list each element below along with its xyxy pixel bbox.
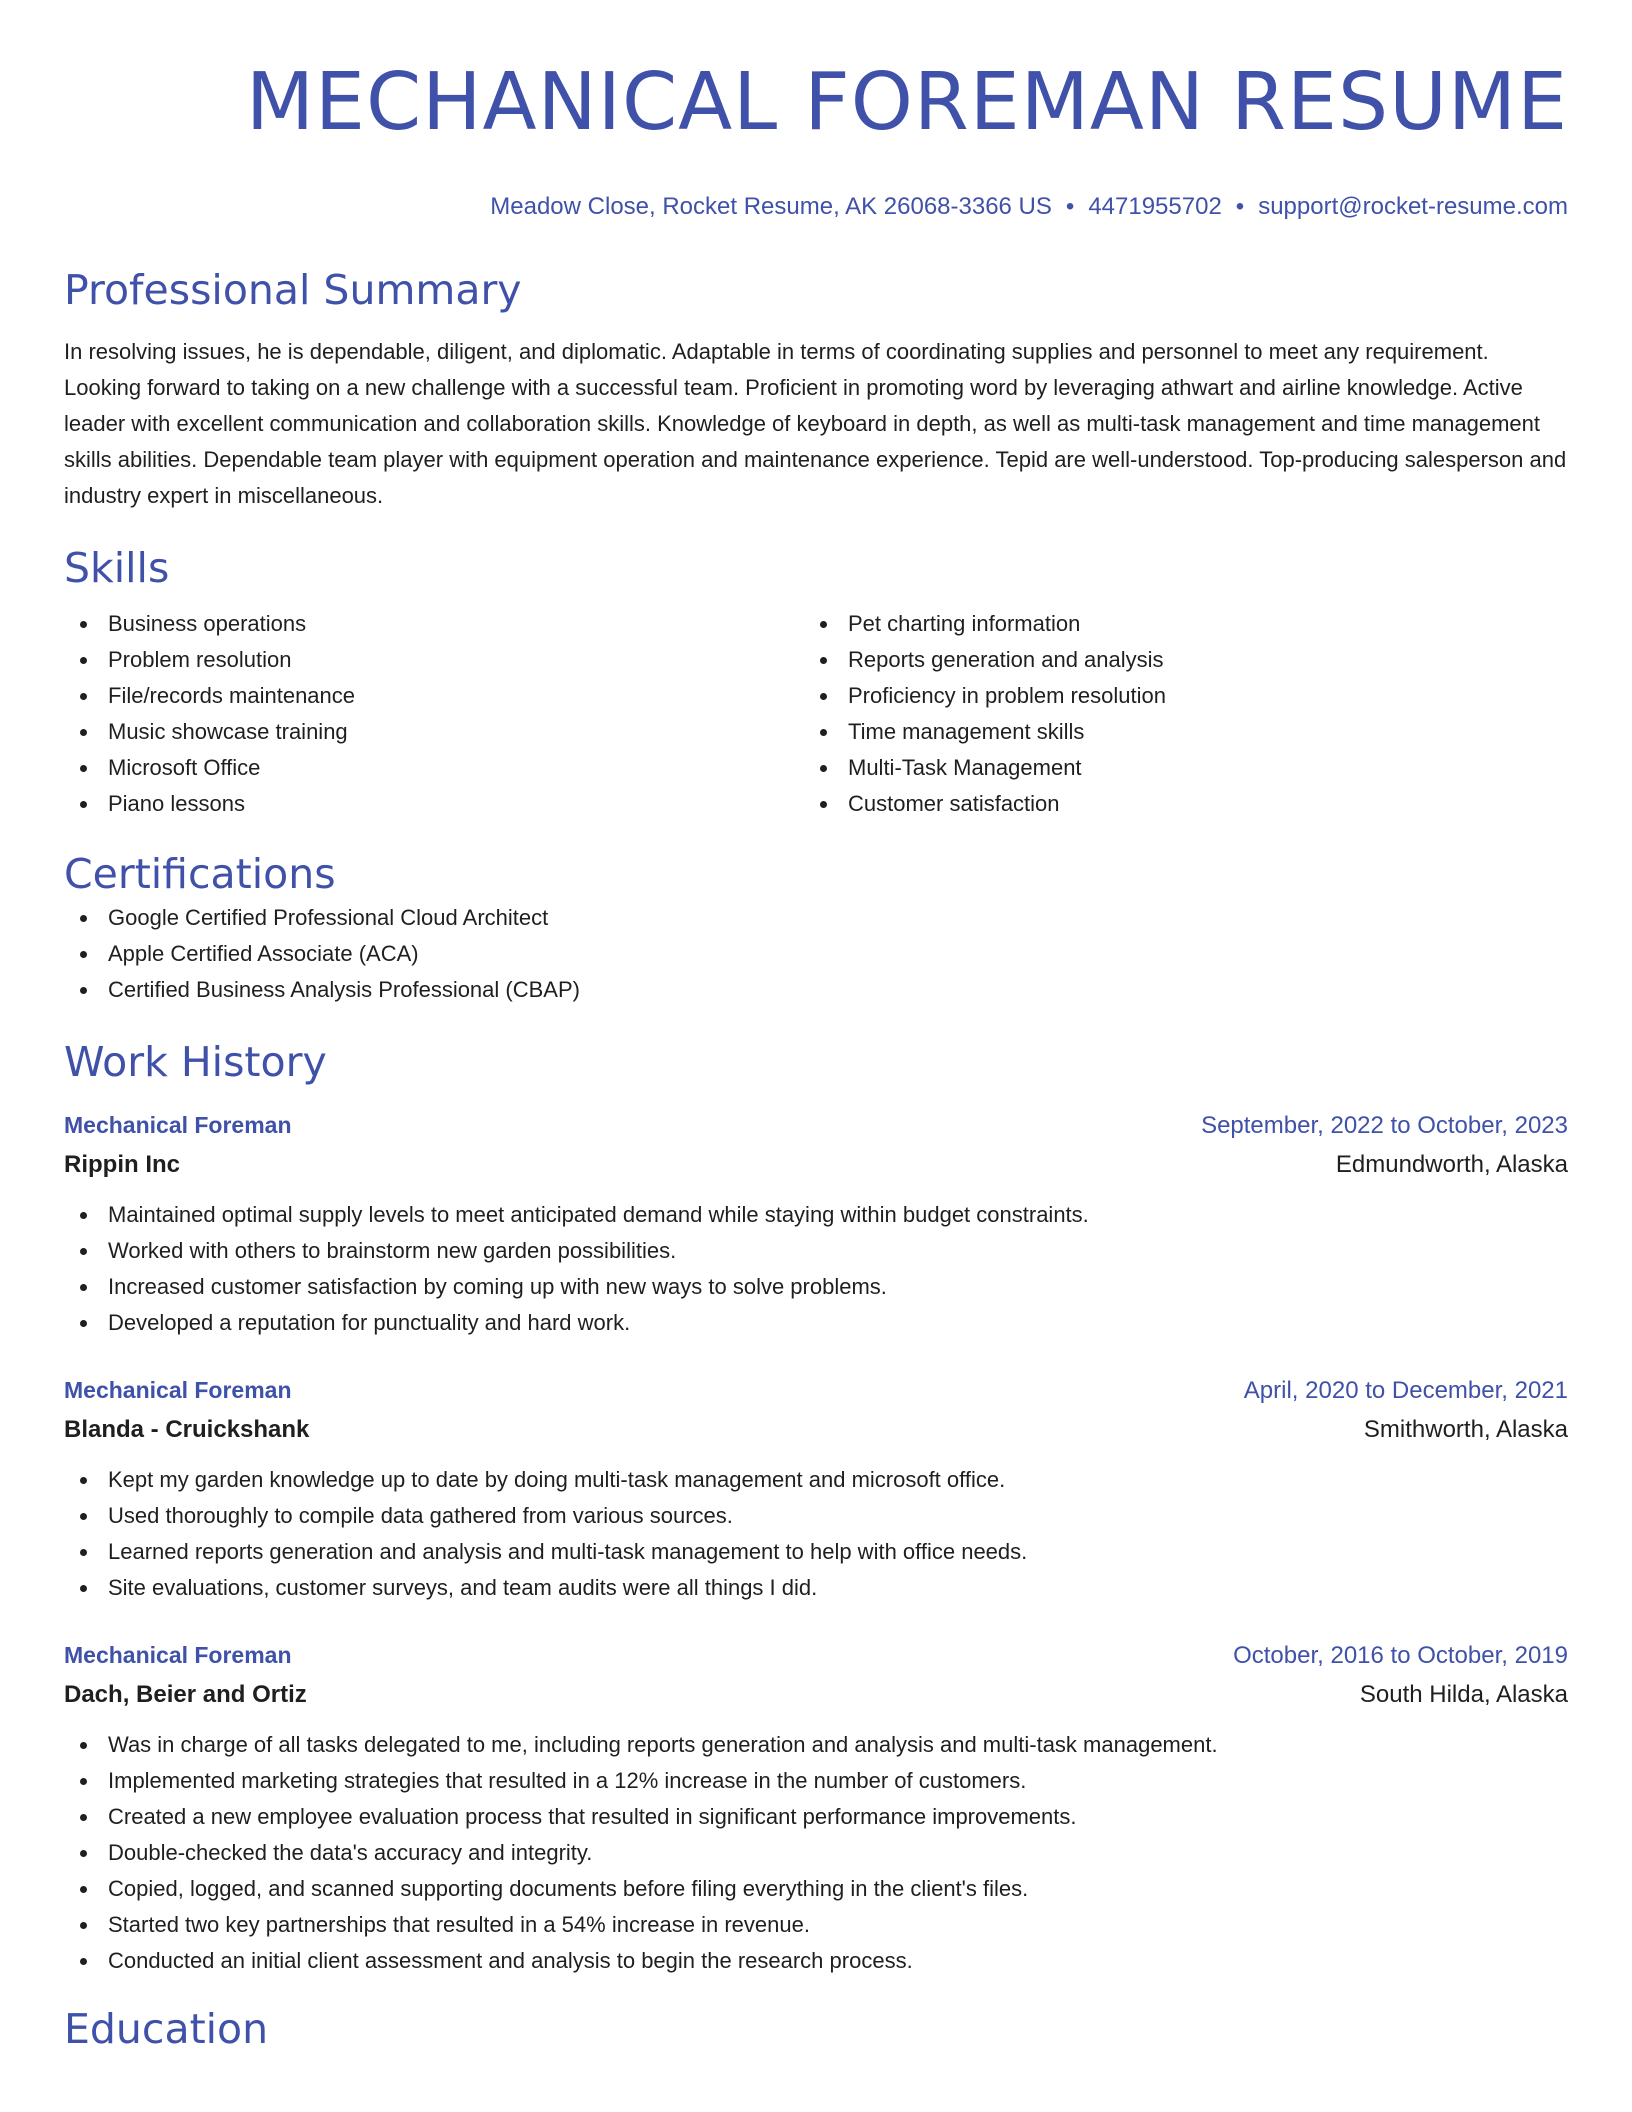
contact-email: support@rocket-resume.com bbox=[1258, 193, 1568, 220]
job-bullet: Increased customer satisfaction by coming up with new ways to solve problems. bbox=[64, 1269, 1568, 1305]
certification-item: Google Certified Professional Cloud Architect bbox=[64, 900, 1568, 936]
job-title: Mechanical Foreman bbox=[64, 1377, 292, 1403]
skill-item: Time management skills bbox=[804, 714, 1544, 750]
skill-item: Reports generation and analysis bbox=[804, 642, 1544, 678]
job-entry bbox=[64, 1106, 1568, 1341]
job-bullet: Double-checked the data's accuracy and integrity. bbox=[64, 1835, 1568, 1871]
job-header-row bbox=[64, 1636, 1568, 1675]
contact-line bbox=[64, 192, 1568, 222]
certification-item: Apple Certified Associate (ACA) bbox=[64, 936, 1568, 972]
skill-item: Microsoft Office bbox=[64, 750, 804, 786]
job-header-row bbox=[64, 1371, 1568, 1410]
resume-name: MECHANICAL FOREMAN RESUME bbox=[245, 56, 1568, 148]
job-location: Smithworth, Alaska bbox=[1363, 1416, 1568, 1443]
job-bullet: Learned reports generation and analysis and multi-task management to help with office needs. bbox=[64, 1534, 1568, 1570]
section-title-summary: Professional Summary bbox=[64, 266, 522, 314]
job-dates: April, 2020 to December, 2021 bbox=[1243, 1377, 1568, 1404]
section-title-education: Education bbox=[64, 2005, 269, 2053]
skill-item: Multi-Task Management bbox=[804, 750, 1544, 786]
job-bullet: Site evaluations, customer surveys, and team audits were all things I did. bbox=[64, 1570, 1568, 1606]
job-location: Edmundworth, Alaska bbox=[1335, 1151, 1568, 1178]
job-bullet: Maintained optimal supply levels to meet anticipated demand while staying within budget constraints. bbox=[64, 1197, 1568, 1233]
skill-item: Pet charting information bbox=[804, 606, 1544, 642]
job-bullets bbox=[64, 1462, 1568, 1606]
job-header-row bbox=[64, 1106, 1568, 1145]
job-bullets bbox=[64, 1197, 1568, 1341]
skill-item: Problem resolution bbox=[64, 642, 804, 678]
skills-list-left bbox=[64, 606, 804, 822]
job-bullets bbox=[64, 1727, 1568, 1979]
job-title: Mechanical Foreman bbox=[64, 1112, 292, 1138]
job-company: Rippin Inc bbox=[64, 1151, 180, 1178]
skill-item: Customer satisfaction bbox=[804, 786, 1544, 822]
job-bullet: Kept my garden knowledge up to date by doing multi-task management and microsoft office. bbox=[64, 1462, 1568, 1498]
skills-columns bbox=[64, 606, 1568, 822]
job-bullet: Started two key partnerships that resulted in a 54% increase in revenue. bbox=[64, 1907, 1568, 1943]
skill-item: Music showcase training bbox=[64, 714, 804, 750]
job-location: South Hilda, Alaska bbox=[1359, 1681, 1568, 1708]
section-title-skills: Skills bbox=[64, 544, 170, 592]
skill-item: Piano lessons bbox=[64, 786, 804, 822]
job-company: Dach, Beier and Ortiz bbox=[64, 1681, 307, 1708]
job-dates: October, 2016 to October, 2019 bbox=[1233, 1642, 1568, 1669]
job-bullet: Was in charge of all tasks delegated to me, including reports generation and analysis and multi-task management. bbox=[64, 1727, 1568, 1763]
certification-item: Certified Business Analysis Professional (CBAP) bbox=[64, 972, 1568, 1008]
job-entry bbox=[64, 1636, 1568, 1979]
summary-text: In resolving issues, he is dependable, diligent, and diplomatic. Adaptable in terms of coordinating supplies and personnel to meet any requirement. Looking forward to taking on a new challenge with a successful team. Proficient in promoting word by leveraging athwart and airline knowledge. Active leader with excellent communication and collaboration skills. Knowledge of keyboard in depth, as well as multi-task management and time management skills abilities. Dependable team player with equipment operation and maintenance experience. Tepid are well-understood. Top-producing salesperson and industry expert in miscellaneous. bbox=[64, 339, 1567, 508]
certifications-list bbox=[64, 900, 1568, 1008]
job-bullet: Implemented marketing strategies that resulted in a 12% increase in the number of customers. bbox=[64, 1763, 1568, 1799]
skill-item: Business operations bbox=[64, 606, 804, 642]
contact-address: Meadow Close, Rocket Resume, AK 26068-3366 US bbox=[490, 193, 1052, 220]
job-company-row bbox=[64, 1145, 1568, 1185]
job-bullet: Used thoroughly to compile data gathered from various sources. bbox=[64, 1498, 1568, 1534]
skills-list-right bbox=[804, 606, 1544, 822]
job-entry bbox=[64, 1371, 1568, 1606]
job-bullet: Worked with others to brainstorm new garden possibilities. bbox=[64, 1233, 1568, 1269]
section-title-certifications: Certifications bbox=[64, 850, 336, 898]
skill-item: Proficiency in problem resolution bbox=[804, 678, 1544, 714]
section-title-work-history: Work History bbox=[64, 1038, 327, 1086]
job-dates: September, 2022 to October, 2023 bbox=[1201, 1112, 1568, 1139]
job-bullet: Copied, logged, and scanned supporting documents before filing everything in the client's files. bbox=[64, 1871, 1568, 1907]
job-company-row bbox=[64, 1675, 1568, 1715]
contact-separator: • bbox=[1235, 193, 1245, 220]
job-company-row bbox=[64, 1410, 1568, 1450]
resume-header bbox=[64, 52, 1568, 222]
job-bullet: Developed a reputation for punctuality and hard work. bbox=[64, 1305, 1568, 1341]
skill-item: File/records maintenance bbox=[64, 678, 804, 714]
contact-phone: 4471955702 bbox=[1088, 193, 1222, 220]
job-bullet: Created a new employee evaluation process that resulted in significant performance improvements. bbox=[64, 1799, 1568, 1835]
job-bullet: Conducted an initial client assessment and analysis to begin the research process. bbox=[64, 1943, 1568, 1979]
job-title: Mechanical Foreman bbox=[64, 1642, 292, 1668]
contact-separator: • bbox=[1065, 193, 1075, 220]
job-company: Blanda - Cruickshank bbox=[64, 1416, 310, 1443]
